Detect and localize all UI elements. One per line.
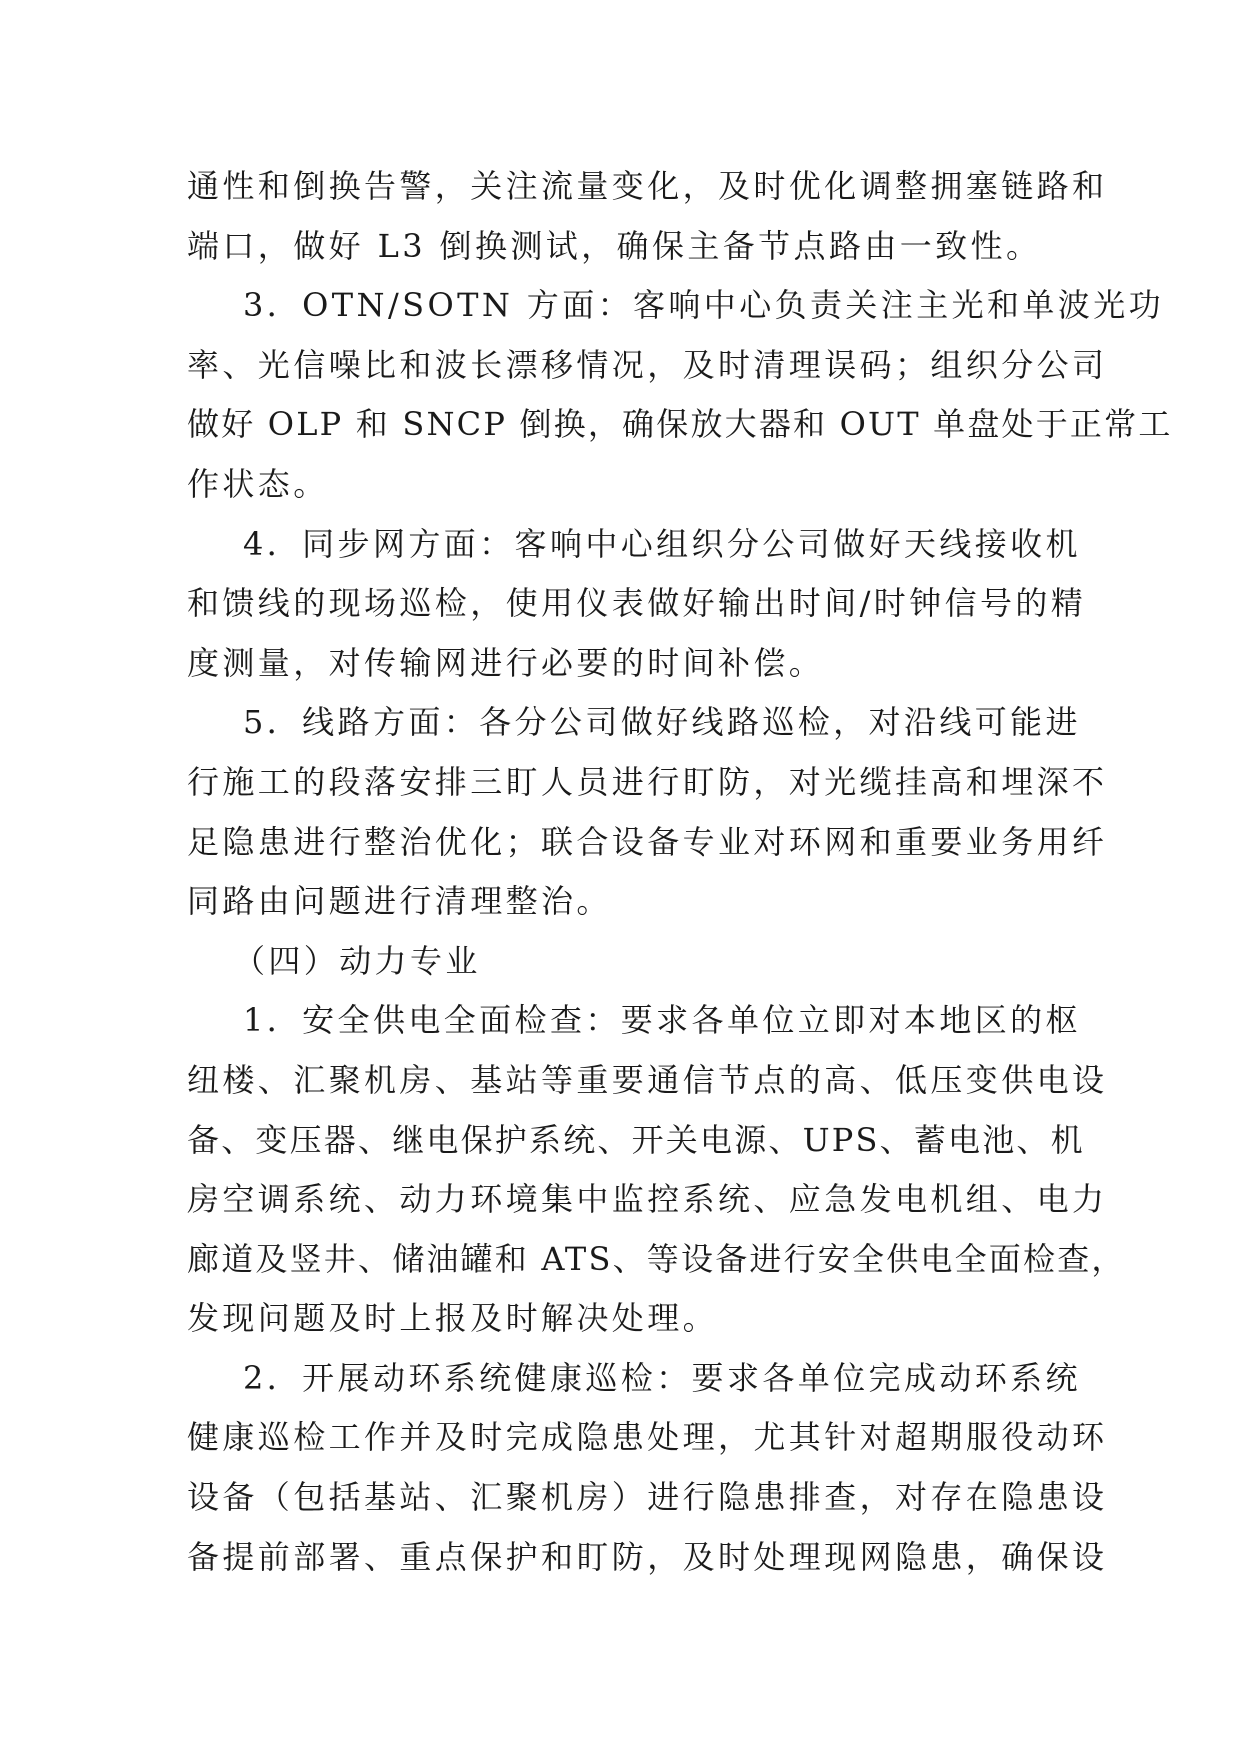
- paragraph-line: 健康巡检工作并及时完成隐患处理，尤其针对超期服役动环: [187, 1418, 1108, 1457]
- paragraph-line: 通性和倒换告警，关注流量变化，及时优化调整拥塞链路和: [187, 167, 1108, 205]
- paragraph-line: 度测量，对传输网进行必要的时间补偿。: [187, 643, 825, 682]
- paragraph-line: 行施工的段落安排三盯人员进行盯防，对光缆挂高和埋深不: [187, 762, 1108, 801]
- paragraph-line: 足隐患进行整治优化；联合设备专业对环网和重要业务用纤: [187, 822, 1108, 861]
- paragraph-line: 率、光信噪比和波长漂移情况，及时清理误码；组织分公司: [187, 345, 1108, 384]
- paragraph-line: 2．开展动环系统健康巡检：要求各单位完成动环系统: [243, 1358, 1081, 1397]
- paragraph-line: 1．安全供电全面检查：要求各单位立即对本地区的枢: [243, 1001, 1081, 1040]
- paragraph-line: 做好 OLP 和 SNCP 倒换，确保放大器和 OUT 单盘处于正常工: [187, 405, 1173, 444]
- paragraph-line: 发现问题及时上报及时解决处理。: [187, 1299, 719, 1338]
- paragraph-line: 3．OTN/SOTN 方面：客响中心负责关注主光和单波光功: [243, 286, 1164, 325]
- paragraph-line: 同路由问题进行清理整治。: [187, 882, 612, 921]
- section-heading: （四）动力专业: [233, 941, 481, 980]
- paragraph-line: 作状态。: [187, 464, 329, 503]
- paragraph-line: 和馈线的现场巡检，使用仪表做好输出时间/时钟信号的精: [187, 584, 1087, 623]
- paragraph-line: 房空调系统、动力环境集中监控系统、应急发电机组、电力: [187, 1180, 1108, 1219]
- paragraph-line: 端口，做好 L3 倒换测试，确保主备节点路由一致性。: [187, 226, 1042, 265]
- paragraph-line: 纽楼、汇聚机房、基站等重要通信节点的高、低压变供电设: [187, 1060, 1108, 1099]
- paragraph-line: 备、变压器、继电保护系统、开关电源、UPS、蓄电池、机: [187, 1120, 1085, 1159]
- paragraph-line: 4．同步网方面：客响中心组织分公司做好天线接收机: [243, 524, 1081, 563]
- paragraph-line: 设备（包括基站、汇聚机房）进行隐患排查，对存在隐患设: [187, 1478, 1108, 1517]
- document-body: [187, 157, 1173, 1587]
- paragraph-line: 廊道及竖井、储油罐和 ATS、等设备进行安全供电全面检查，: [187, 1239, 1126, 1278]
- paragraph-line: 5．线路方面：各分公司做好线路巡检，对沿线可能进: [243, 703, 1081, 742]
- paragraph-line: 备提前部署、重点保护和盯防，及时处理现网隐患，确保设: [187, 1537, 1108, 1576]
